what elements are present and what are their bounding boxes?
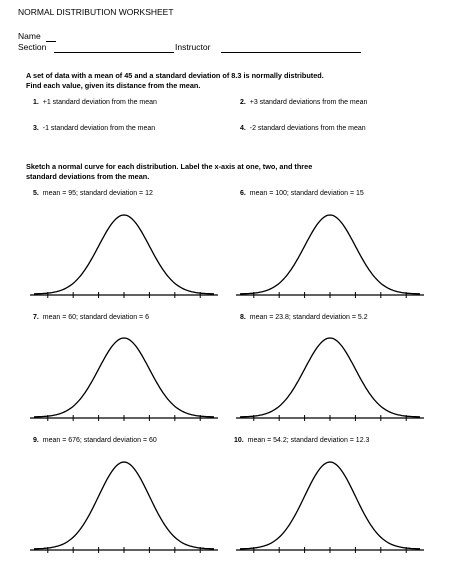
question-text: mean = 676; standard deviation = 60 [42,437,157,444]
bell-curve-line [34,462,214,549]
question-5 [33,190,153,197]
section-blank[interactable] [54,52,174,53]
question-text: mean = 60; standard deviation = 6 [42,314,149,321]
question-text: -1 standard deviation from the mean [42,125,156,132]
bell-curve-line [240,462,420,549]
normal-curve-9 [26,454,226,562]
question-number: 3. [33,125,39,132]
instructor-blank[interactable] [221,52,361,53]
question-1 [33,99,157,106]
question-number: 5. [33,190,39,197]
question-text: mean = 23.8; standard deviation = 5.2 [249,314,368,321]
question-number: 6. [240,190,246,197]
question-number: 10. [234,437,244,444]
question-text: +1 standard deviation from the mean [42,99,157,106]
normal-curve-8 [232,330,432,430]
bell-curve-line [240,338,420,417]
normal-curve-6 [232,207,432,307]
question-number: 7. [33,314,39,321]
bell-curve-line [34,215,214,294]
bell-curve-line [34,338,214,417]
question-8 [240,314,368,321]
question-number: 1. [33,99,39,106]
question-text: mean = 100; standard deviation = 15 [249,190,364,197]
name-blank[interactable] [46,41,56,42]
question-2 [240,99,367,106]
worksheet-title: NORMAL DISTRIBUTION WORKSHEET [18,7,174,17]
question-number: 4. [240,125,246,132]
bell-curve-line [240,215,420,294]
question-7 [33,314,149,321]
normal-curve-10 [232,454,432,562]
question-3 [33,125,155,132]
part2-intro-line2: standard deviations from the mean. [26,172,150,181]
section-label: Section [18,42,47,52]
normal-curve-5 [26,207,226,307]
question-10 [234,437,369,444]
question-number: 2. [240,99,246,106]
question-number: 8. [240,314,246,321]
question-text: mean = 54.2; standard deviation = 12.3 [247,437,370,444]
question-4 [240,125,366,132]
instructor-label: Instructor [175,42,211,52]
question-9 [33,437,157,444]
question-text: -2 standard deviations from the mean [249,125,366,132]
part2-intro-line1: Sketch a normal curve for each distribution. Label the x-axis at one, two, and three [26,162,313,171]
question-number: 9. [33,437,39,444]
part1-intro-line1: A set of data with a mean of 45 and a standard deviation of 8.3 is normally distributed. [26,71,324,80]
name-label: Name [18,31,41,41]
question-text: mean = 95; standard deviation = 12 [42,190,153,197]
part1-intro-line2: Find each value, given its distance from the mean. [26,81,201,90]
question-text: +3 standard deviations from the mean [249,99,368,106]
normal-curve-7 [26,330,226,430]
question-6 [240,190,364,197]
